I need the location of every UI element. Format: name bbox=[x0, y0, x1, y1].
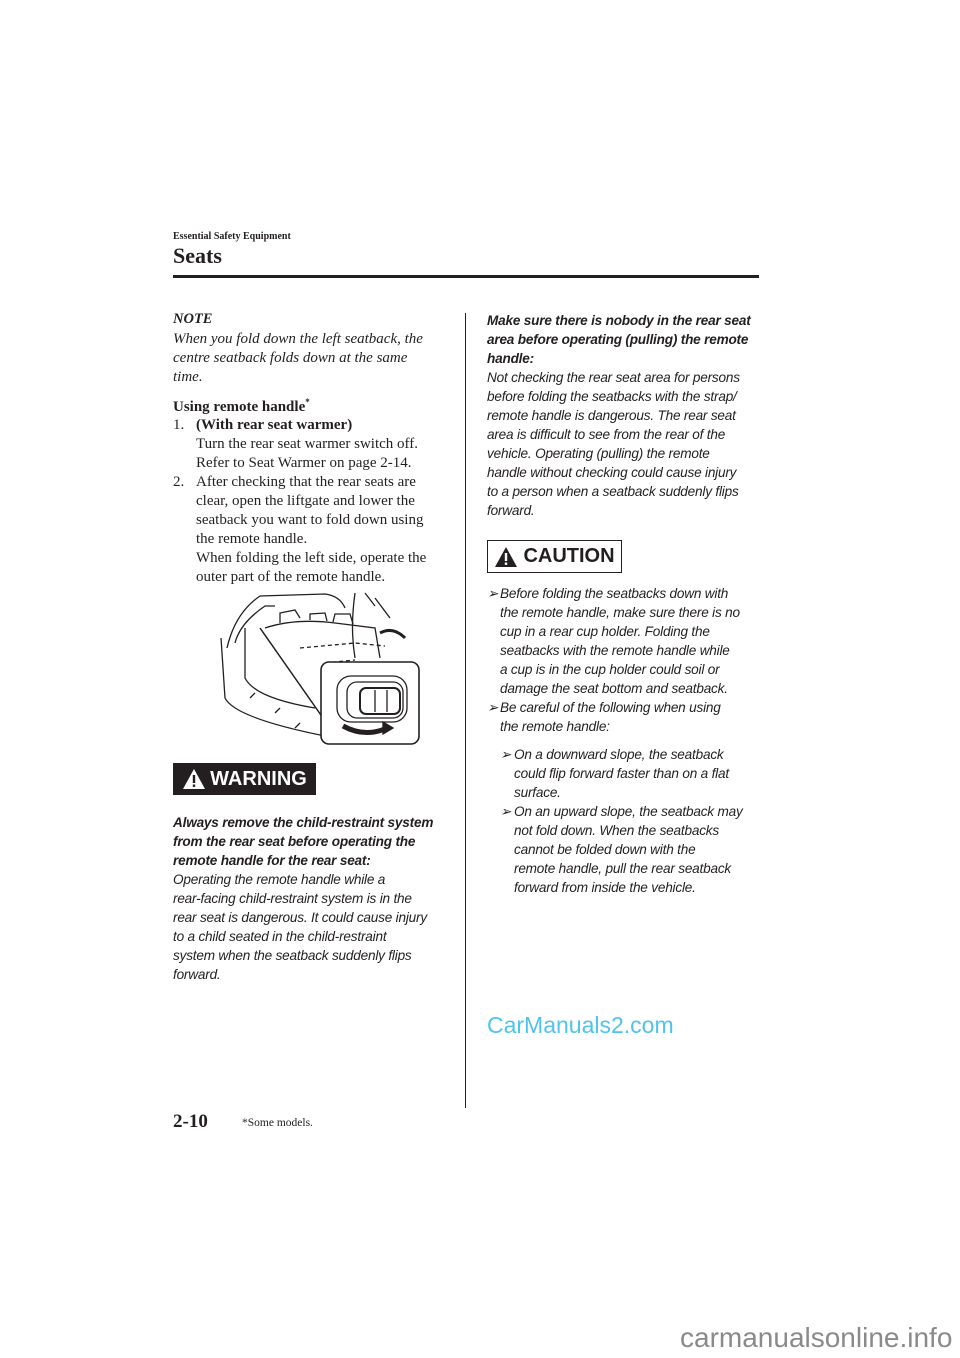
step1-title: (With rear seat warmer) bbox=[196, 417, 353, 433]
text-line: After checking that the rear seats are bbox=[196, 474, 416, 490]
right-warning-text bbox=[487, 368, 740, 520]
text-line: Make sure there is nobody in the rear seat bbox=[487, 313, 751, 328]
bullet-glyph: ➢ bbox=[487, 700, 499, 715]
text-line: On a downward slope, the seatback bbox=[514, 747, 724, 762]
remote-heading bbox=[173, 397, 310, 416]
text-line: damage the seat bottom and seatback. bbox=[500, 681, 728, 696]
text-line: to a child seated in the child-restraint bbox=[173, 929, 387, 944]
text-line: rear-facing child-restraint system is in the bbox=[173, 891, 412, 906]
caution-label: CAUTION bbox=[523, 545, 615, 567]
step1-number: 1. bbox=[173, 417, 185, 433]
text-line: forward. bbox=[173, 967, 221, 982]
right-warning-heading bbox=[487, 311, 751, 368]
section-label: Essential Safety Equipment bbox=[173, 231, 291, 242]
note-text bbox=[173, 330, 423, 387]
text-line: When you fold down the left seatback, the bbox=[173, 331, 423, 347]
text-line: When folding the left side, operate the bbox=[196, 550, 427, 566]
text-line: cannot be folded down with the bbox=[514, 842, 696, 857]
warning-heading bbox=[173, 813, 433, 870]
text-line: to a person when a seatback suddenly flips bbox=[487, 484, 739, 499]
carmanuals2-watermark[interactable]: CarManuals2.com bbox=[487, 1012, 674, 1038]
column-divider bbox=[465, 313, 466, 1108]
caution-banner bbox=[487, 540, 622, 573]
text-line: Refer to Seat Warmer on page 2-14. bbox=[196, 455, 412, 471]
text-line: a cup is in the cup holder could soil or bbox=[500, 662, 720, 677]
step2-text bbox=[196, 473, 426, 587]
text-line: rear seat is dangerous. It could cause injury bbox=[173, 910, 427, 925]
text-line: the remote handle, make sure there is no bbox=[500, 605, 740, 620]
footnote: *Some models. bbox=[242, 1117, 313, 1129]
text-line: Be careful of the following when using bbox=[500, 700, 721, 715]
warning-text bbox=[173, 870, 427, 984]
text-line: vehicle. Operating (pulling) the remote bbox=[487, 446, 710, 461]
text-line: handle: bbox=[487, 351, 534, 366]
text-line: area is difficult to see from the rear of the bbox=[487, 427, 726, 442]
warning-label: WARNING bbox=[210, 767, 307, 790]
bullet-glyph: ➢ bbox=[500, 804, 512, 819]
text-line: Not checking the rear seat area for persons bbox=[487, 370, 740, 385]
text-line: time. bbox=[173, 369, 203, 385]
bullet-glyph: ➢ bbox=[487, 586, 499, 601]
text-line: the remote handle: bbox=[500, 719, 610, 734]
remote-handle-illustration bbox=[215, 588, 425, 750]
text-line: surface. bbox=[514, 785, 561, 800]
text-line: handle without checking could cause injury bbox=[487, 465, 737, 480]
note-label: NOTE bbox=[173, 311, 213, 327]
text-line: Before folding the seatbacks down with bbox=[500, 586, 729, 601]
caution-sub-bullet-1 bbox=[514, 745, 729, 802]
text-line: remote handle is dangerous. The rear seat bbox=[487, 408, 736, 423]
caution-bullet-1 bbox=[500, 584, 740, 698]
page-title: Seats bbox=[173, 243, 222, 268]
warning-banner bbox=[173, 763, 316, 795]
warning-triangle-icon bbox=[182, 768, 206, 790]
remote-heading-text: Using remote handle bbox=[173, 399, 306, 415]
text-line: not fold down. When the seatbacks bbox=[514, 823, 719, 838]
text-line: On an upward slope, the seatback may bbox=[514, 804, 743, 819]
footnote-marker: * bbox=[305, 397, 310, 407]
text-line: Operating the remote handle while a bbox=[173, 872, 386, 887]
text-line: from the rear seat before operating the bbox=[173, 834, 416, 849]
header-rule bbox=[173, 275, 759, 278]
text-line: area before operating (pulling) the remote bbox=[487, 332, 749, 347]
text-line: Turn the rear seat warmer switch off. bbox=[196, 436, 419, 452]
text-line: before folding the seatbacks with the strap/ bbox=[487, 389, 737, 404]
text-line: seatback you want to fold down using bbox=[196, 512, 424, 528]
text-line: could flip forward faster than on a flat bbox=[514, 766, 729, 781]
text-line: forward from inside the vehicle. bbox=[514, 880, 696, 895]
text-line: outer part of the remote handle. bbox=[196, 569, 386, 585]
caution-triangle-icon bbox=[494, 546, 518, 568]
text-line: seatbacks with the remote handle while bbox=[500, 643, 730, 658]
text-line: remote handle, pull the rear seatback bbox=[514, 861, 732, 876]
carmanualsonline-watermark[interactable]: carmanualsonline.info bbox=[680, 1322, 953, 1353]
step2-number: 2. bbox=[173, 474, 185, 490]
text-line: forward. bbox=[487, 503, 535, 518]
text-line: Always remove the child-restraint system bbox=[173, 815, 434, 830]
text-line: system when the seatback suddenly flips bbox=[173, 948, 412, 963]
text-line: centre seatback folds down at the same bbox=[173, 350, 408, 366]
page-number: 2-10 bbox=[173, 1111, 208, 1132]
caution-bullet-2 bbox=[500, 698, 721, 736]
text-line: the remote handle. bbox=[196, 531, 308, 547]
bullet-glyph: ➢ bbox=[500, 747, 512, 762]
text-line: clear, open the liftgate and lower the bbox=[196, 493, 415, 509]
text-line: cup in a rear cup holder. Folding the bbox=[500, 624, 710, 639]
text-line: remote handle for the rear seat: bbox=[173, 853, 371, 868]
step1-text bbox=[196, 435, 418, 473]
caution-sub-bullet-2 bbox=[514, 802, 743, 897]
